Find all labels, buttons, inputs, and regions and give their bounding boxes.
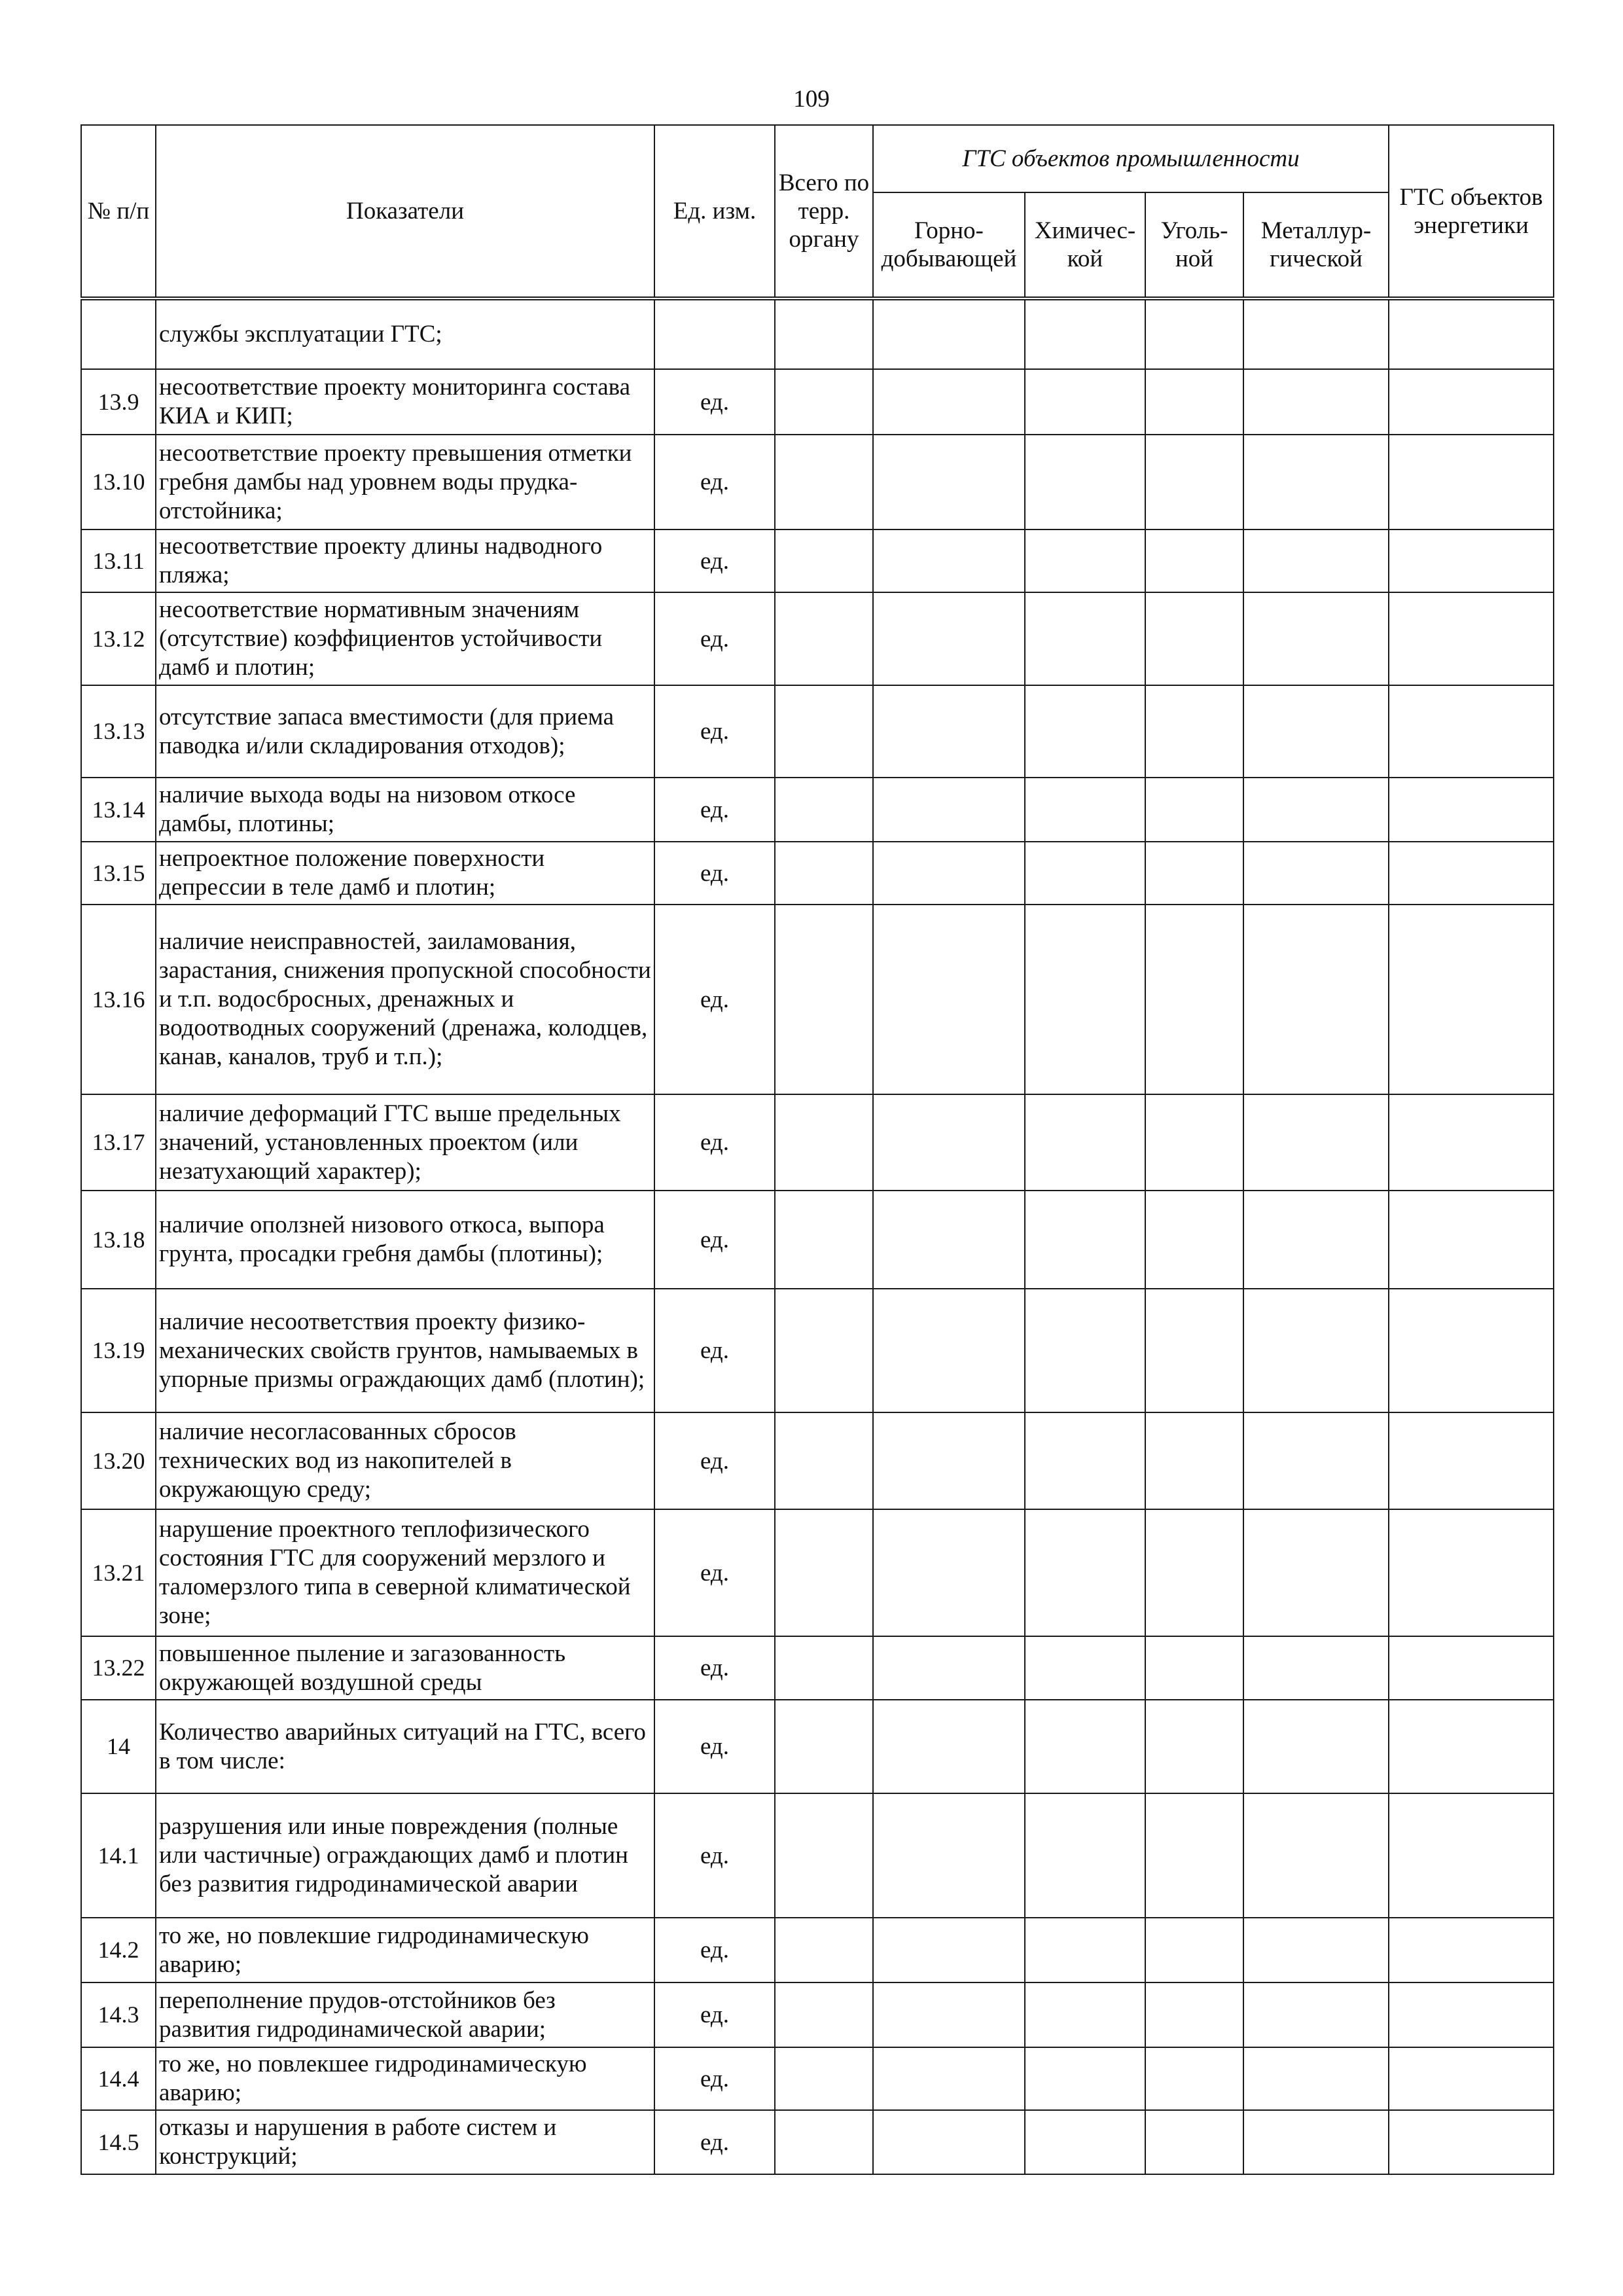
row-indicator: непроектное положение поверхности депрессии в теле дамб и плотин; bbox=[156, 842, 654, 905]
energy-cell bbox=[1389, 1289, 1554, 1412]
table-row bbox=[81, 369, 1554, 435]
row-indicator: повышенное пыление и загазованность окружающей воздушной среды bbox=[156, 1636, 654, 1700]
header-indicators: Показатели bbox=[156, 125, 654, 298]
row-unit: ед. bbox=[654, 1094, 775, 1191]
chemical-cell bbox=[1025, 298, 1145, 369]
energy-cell bbox=[1389, 1918, 1554, 1982]
coal-cell bbox=[1145, 1191, 1243, 1289]
row-unit: ед. bbox=[654, 369, 775, 435]
row-number: 13.10 bbox=[81, 435, 156, 529]
total-cell bbox=[775, 2047, 873, 2110]
total-cell bbox=[775, 1793, 873, 1918]
row-number: 13.14 bbox=[81, 778, 156, 842]
metallurgical-cell bbox=[1243, 905, 1389, 1094]
metallurgical-cell bbox=[1243, 435, 1389, 529]
row-indicator: переполнение прудов-отстойников без развития гидродинамической аварии; bbox=[156, 1982, 654, 2047]
mining-cell bbox=[873, 1509, 1025, 1636]
metallurgical-cell bbox=[1243, 685, 1389, 778]
row-unit: ед. bbox=[654, 435, 775, 529]
mining-cell bbox=[873, 1982, 1025, 2047]
mining-cell bbox=[873, 2047, 1025, 2110]
row-indicator: отсутствие запаса вместимости (для приема паводка и/или складирования отходов); bbox=[156, 685, 654, 778]
row-indicator: наличие деформаций ГТС выше предельных значений, установленных проектом (или незатухающий характер); bbox=[156, 1094, 654, 1191]
mining-cell bbox=[873, 2110, 1025, 2174]
table-row bbox=[81, 1289, 1554, 1412]
row-number: 13.13 bbox=[81, 685, 156, 778]
mining-cell bbox=[873, 369, 1025, 435]
energy-cell bbox=[1389, 778, 1554, 842]
header-mining: Горно-добывающей bbox=[873, 192, 1025, 298]
row-unit: ед. bbox=[654, 2047, 775, 2110]
mining-cell bbox=[873, 1094, 1025, 1191]
coal-cell bbox=[1145, 435, 1243, 529]
chemical-cell bbox=[1025, 2047, 1145, 2110]
coal-cell bbox=[1145, 842, 1243, 905]
table-row bbox=[81, 2110, 1554, 2174]
chemical-cell bbox=[1025, 1412, 1145, 1509]
header-no: № п/п bbox=[81, 125, 156, 298]
energy-cell bbox=[1389, 685, 1554, 778]
chemical-cell bbox=[1025, 1700, 1145, 1793]
chemical-cell bbox=[1025, 1191, 1145, 1289]
chemical-cell bbox=[1025, 905, 1145, 1094]
metallurgical-cell bbox=[1243, 1191, 1389, 1289]
total-cell bbox=[775, 1982, 873, 2047]
chemical-cell bbox=[1025, 778, 1145, 842]
mining-cell bbox=[873, 1412, 1025, 1509]
header-total: Всего по терр. органу bbox=[775, 125, 873, 298]
row-unit: ед. bbox=[654, 1412, 775, 1509]
row-number: 13.11 bbox=[81, 529, 156, 592]
table-row bbox=[81, 1700, 1554, 1793]
energy-cell bbox=[1389, 1191, 1554, 1289]
coal-cell bbox=[1145, 778, 1243, 842]
total-cell bbox=[775, 1918, 873, 1982]
header-row-1 bbox=[81, 125, 1554, 192]
row-number: 13.17 bbox=[81, 1094, 156, 1191]
coal-cell bbox=[1145, 592, 1243, 685]
row-number: 13.21 bbox=[81, 1509, 156, 1636]
row-unit: ед. bbox=[654, 592, 775, 685]
row-unit: ед. bbox=[654, 778, 775, 842]
metallurgical-cell bbox=[1243, 2047, 1389, 2110]
row-indicator: службы эксплуатации ГТС; bbox=[156, 298, 654, 369]
coal-cell bbox=[1145, 1094, 1243, 1191]
metallurgical-cell bbox=[1243, 298, 1389, 369]
row-indicator: несоответствие проекту длины надводного пляжа; bbox=[156, 529, 654, 592]
row-unit: ед. bbox=[654, 1793, 775, 1918]
row-unit: ед. bbox=[654, 685, 775, 778]
row-indicator: наличие неисправностей, заиламования, зарастания, снижения пропускной способности и т.п. водосбросных, дренажных и водоотводных сооружений (дренажа, колодцев, канав, каналов, труб и т.п.); bbox=[156, 905, 654, 1094]
row-indicator: наличие несогласованных сбросов технических вод из накопителей в окружающую среду; bbox=[156, 1412, 654, 1509]
mining-cell bbox=[873, 435, 1025, 529]
page-number: 109 bbox=[793, 86, 830, 113]
energy-cell bbox=[1389, 369, 1554, 435]
row-unit: ед. bbox=[654, 1191, 775, 1289]
row-number bbox=[81, 298, 156, 369]
row-indicator: несоответствие проекту мониторинга состава КИА и КИП; bbox=[156, 369, 654, 435]
mining-cell bbox=[873, 1793, 1025, 1918]
chemical-cell bbox=[1025, 592, 1145, 685]
chemical-cell bbox=[1025, 529, 1145, 592]
row-indicator: несоответствие проекту превышения отметки гребня дамбы над уровнем воды прудка-отстойника; bbox=[156, 435, 654, 529]
energy-cell bbox=[1389, 1636, 1554, 1700]
chemical-cell bbox=[1025, 1982, 1145, 2047]
coal-cell bbox=[1145, 1918, 1243, 1982]
row-indicator: отказы и нарушения в работе систем и конструкций; bbox=[156, 2110, 654, 2174]
metallurgical-cell bbox=[1243, 1094, 1389, 1191]
mining-cell bbox=[873, 778, 1025, 842]
table-row bbox=[81, 1509, 1554, 1636]
row-unit: ед. bbox=[654, 1636, 775, 1700]
chemical-cell bbox=[1025, 1918, 1145, 1982]
total-cell bbox=[775, 1700, 873, 1793]
metallurgical-cell bbox=[1243, 1636, 1389, 1700]
table-row bbox=[81, 905, 1554, 1094]
chemical-cell bbox=[1025, 1636, 1145, 1700]
row-number: 13.18 bbox=[81, 1191, 156, 1289]
total-cell bbox=[775, 1289, 873, 1412]
chemical-cell bbox=[1025, 1094, 1145, 1191]
energy-cell bbox=[1389, 1793, 1554, 1918]
report-table bbox=[80, 124, 1554, 2175]
metallurgical-cell bbox=[1243, 778, 1389, 842]
metallurgical-cell bbox=[1243, 2110, 1389, 2174]
metallurgical-cell bbox=[1243, 529, 1389, 592]
metallurgical-cell bbox=[1243, 592, 1389, 685]
table-row bbox=[81, 778, 1554, 842]
chemical-cell bbox=[1025, 1509, 1145, 1636]
mining-cell bbox=[873, 1191, 1025, 1289]
mining-cell bbox=[873, 685, 1025, 778]
total-cell bbox=[775, 2110, 873, 2174]
total-cell bbox=[775, 1412, 873, 1509]
row-unit: ед. bbox=[654, 1918, 775, 1982]
row-indicator: то же, но повлекшие гидродинамическую аварию; bbox=[156, 1918, 654, 1982]
row-unit bbox=[654, 298, 775, 369]
row-number: 13.15 bbox=[81, 842, 156, 905]
mining-cell bbox=[873, 1289, 1025, 1412]
coal-cell bbox=[1145, 1700, 1243, 1793]
table-row bbox=[81, 685, 1554, 778]
total-cell bbox=[775, 1191, 873, 1289]
row-indicator: разрушения или иные повреждения (полные или частичные) ограждающих дамб и плотин без развития гидродинамической аварии bbox=[156, 1793, 654, 1918]
metallurgical-cell bbox=[1243, 369, 1389, 435]
row-indicator: наличие выхода воды на низовом откосе дамбы, плотины; bbox=[156, 778, 654, 842]
header-chemical: Химичес-кой bbox=[1025, 192, 1145, 298]
row-indicator: нарушение проектного теплофизического состояния ГТС для сооружений мерзлого и таломерзлого типа в северной климатической зоне; bbox=[156, 1509, 654, 1636]
total-cell bbox=[775, 529, 873, 592]
row-number: 14.5 bbox=[81, 2110, 156, 2174]
table-row bbox=[81, 1191, 1554, 1289]
energy-cell bbox=[1389, 592, 1554, 685]
row-number: 13.22 bbox=[81, 1636, 156, 1700]
mining-cell bbox=[873, 529, 1025, 592]
coal-cell bbox=[1145, 1412, 1243, 1509]
chemical-cell bbox=[1025, 1289, 1145, 1412]
total-cell bbox=[775, 1509, 873, 1636]
row-indicator: то же, но повлекшее гидродинамическую аварию; bbox=[156, 2047, 654, 2110]
row-number: 14.2 bbox=[81, 1918, 156, 1982]
energy-cell bbox=[1389, 1700, 1554, 1793]
mining-cell bbox=[873, 592, 1025, 685]
energy-cell bbox=[1389, 435, 1554, 529]
coal-cell bbox=[1145, 298, 1243, 369]
coal-cell bbox=[1145, 1289, 1243, 1412]
table-row bbox=[81, 2047, 1554, 2110]
total-cell bbox=[775, 1094, 873, 1191]
row-number: 14.1 bbox=[81, 1793, 156, 1918]
header-energy: ГТС объектов энергетики bbox=[1389, 125, 1554, 298]
mining-cell bbox=[873, 1636, 1025, 1700]
coal-cell bbox=[1145, 905, 1243, 1094]
energy-cell bbox=[1389, 2110, 1554, 2174]
mining-cell bbox=[873, 1700, 1025, 1793]
table-row bbox=[81, 1982, 1554, 2047]
table-row bbox=[81, 592, 1554, 685]
total-cell bbox=[775, 298, 873, 369]
header-metallurgical: Металлур-гической bbox=[1243, 192, 1389, 298]
metallurgical-cell bbox=[1243, 842, 1389, 905]
table-row bbox=[81, 1094, 1554, 1191]
coal-cell bbox=[1145, 2047, 1243, 2110]
row-number: 13.16 bbox=[81, 905, 156, 1094]
row-indicator: несоответствие нормативным значениям (отсутствие) коэффициентов устойчивости дамб и плотин; bbox=[156, 592, 654, 685]
table-row bbox=[81, 1793, 1554, 1918]
row-unit: ед. bbox=[654, 2110, 775, 2174]
row-number: 14.3 bbox=[81, 1982, 156, 2047]
energy-cell bbox=[1389, 1412, 1554, 1509]
energy-cell bbox=[1389, 298, 1554, 369]
row-number: 13.9 bbox=[81, 369, 156, 435]
chemical-cell bbox=[1025, 842, 1145, 905]
table-row bbox=[81, 435, 1554, 529]
coal-cell bbox=[1145, 529, 1243, 592]
table-row bbox=[81, 842, 1554, 905]
metallurgical-cell bbox=[1243, 1793, 1389, 1918]
energy-cell bbox=[1389, 842, 1554, 905]
mining-cell bbox=[873, 905, 1025, 1094]
mining-cell bbox=[873, 1918, 1025, 1982]
chemical-cell bbox=[1025, 369, 1145, 435]
total-cell bbox=[775, 369, 873, 435]
row-indicator: Количество аварийных ситуаций на ГТС, всего в том числе: bbox=[156, 1700, 654, 1793]
row-indicator: наличие несоответствия проекту физико-механических свойств грунтов, намываемых в упорные призмы ограждающих дамб (плотин); bbox=[156, 1289, 654, 1412]
row-number: 13.20 bbox=[81, 1412, 156, 1509]
row-unit: ед. bbox=[654, 1700, 775, 1793]
coal-cell bbox=[1145, 1509, 1243, 1636]
coal-cell bbox=[1145, 2110, 1243, 2174]
mining-cell bbox=[873, 842, 1025, 905]
total-cell bbox=[775, 1636, 873, 1700]
metallurgical-cell bbox=[1243, 1289, 1389, 1412]
row-unit: ед. bbox=[654, 1289, 775, 1412]
energy-cell bbox=[1389, 1094, 1554, 1191]
coal-cell bbox=[1145, 685, 1243, 778]
coal-cell bbox=[1145, 1793, 1243, 1918]
coal-cell bbox=[1145, 1636, 1243, 1700]
metallurgical-cell bbox=[1243, 1918, 1389, 1982]
energy-cell bbox=[1389, 1982, 1554, 2047]
chemical-cell bbox=[1025, 685, 1145, 778]
row-number: 13.19 bbox=[81, 1289, 156, 1412]
row-unit: ед. bbox=[654, 529, 775, 592]
total-cell bbox=[775, 905, 873, 1094]
table-row bbox=[81, 529, 1554, 592]
table-row bbox=[81, 1636, 1554, 1700]
chemical-cell bbox=[1025, 435, 1145, 529]
table-row bbox=[81, 1918, 1554, 1982]
chemical-cell bbox=[1025, 1793, 1145, 1918]
metallurgical-cell bbox=[1243, 1700, 1389, 1793]
chemical-cell bbox=[1025, 2110, 1145, 2174]
total-cell bbox=[775, 435, 873, 529]
row-number: 13.12 bbox=[81, 592, 156, 685]
row-number: 14 bbox=[81, 1700, 156, 1793]
header-industry-group: ГТС объектов промышленности bbox=[873, 125, 1389, 192]
total-cell bbox=[775, 685, 873, 778]
table-row bbox=[81, 1412, 1554, 1509]
row-unit: ед. bbox=[654, 905, 775, 1094]
table-row bbox=[81, 298, 1554, 369]
row-number: 14.4 bbox=[81, 2047, 156, 2110]
metallurgical-cell bbox=[1243, 1982, 1389, 2047]
energy-cell bbox=[1389, 905, 1554, 1094]
total-cell bbox=[775, 778, 873, 842]
coal-cell bbox=[1145, 369, 1243, 435]
row-unit: ед. bbox=[654, 1509, 775, 1636]
header-unit: Ед. изм. bbox=[654, 125, 775, 298]
total-cell bbox=[775, 592, 873, 685]
header-coal: Уголь-ной bbox=[1145, 192, 1243, 298]
total-cell bbox=[775, 842, 873, 905]
energy-cell bbox=[1389, 529, 1554, 592]
mining-cell bbox=[873, 298, 1025, 369]
coal-cell bbox=[1145, 1982, 1243, 2047]
metallurgical-cell bbox=[1243, 1509, 1389, 1636]
row-unit: ед. bbox=[654, 1982, 775, 2047]
row-indicator: наличие оползней низового откоса, выпора грунта, просадки гребня дамбы (плотины); bbox=[156, 1191, 654, 1289]
energy-cell bbox=[1389, 1509, 1554, 1636]
metallurgical-cell bbox=[1243, 1412, 1389, 1509]
row-unit: ед. bbox=[654, 842, 775, 905]
energy-cell bbox=[1389, 2047, 1554, 2110]
